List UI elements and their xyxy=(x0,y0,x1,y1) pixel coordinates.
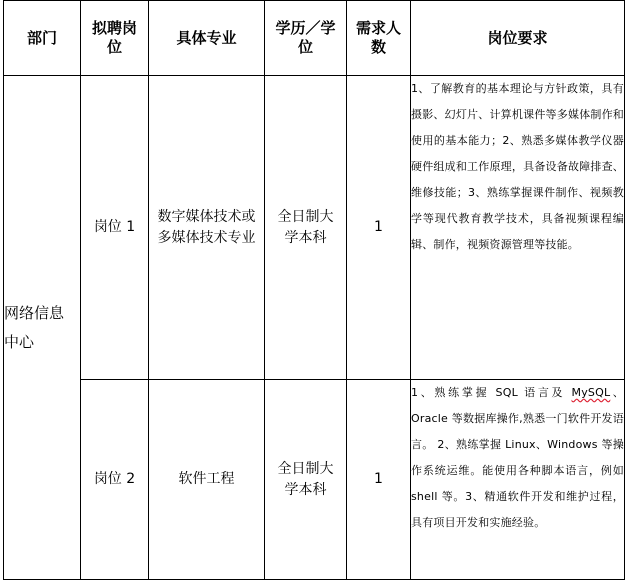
position-cell: 岗位 2 xyxy=(81,380,149,580)
table-row xyxy=(4,380,625,580)
header-dept: 部门 xyxy=(4,1,81,76)
department-cell: 网络信息中心 xyxy=(4,76,81,580)
education-cell: 全日制大学本科 xyxy=(265,380,347,580)
position-cell: 岗位 1 xyxy=(81,76,149,380)
header-count: 需求人数 xyxy=(347,1,411,76)
header-education: 学历／学位 xyxy=(265,1,347,76)
mysql-spellcheck: MySQL xyxy=(571,386,611,399)
header-requirements: 岗位要求 xyxy=(411,1,625,76)
recruitment-table xyxy=(3,0,625,580)
count-cell: 1 xyxy=(347,380,411,580)
header-position: 拟聘岗位 xyxy=(81,1,149,76)
requirements-cell: 1、了解教育的基本理论与方针政策，具有摄影、幻灯片、计算机课件等多媒体制作和使用的基本能力；2、熟悉多媒体教学仪器硬件组成和工作原理，具备设备故障排查、维修技能；3、熟练掌握课件制作、视频教学等现代教育教学技术，具备视频课程编辑、制作，视频资源管理等技能。 xyxy=(411,76,625,380)
requirements-cell xyxy=(411,380,625,580)
count-cell: 1 xyxy=(347,76,411,380)
table-row xyxy=(4,76,625,380)
requirements-text: 、Oracle 等数据库操作,熟悉一门软件开发语言。 2、熟练掌握 Linux、Windows 等操作系统运维。能使用各种脚本语言，例如 shell 等。3、精通软件开发和维护过程，具有项目开发和实施经验。 xyxy=(411,386,625,529)
education-cell: 全日制大学本科 xyxy=(265,76,347,380)
major-cell: 数字媒体技术或多媒体技术专业 xyxy=(149,76,265,380)
major-cell: 软件工程 xyxy=(149,380,265,580)
requirements-text: 1、熟练掌握 SQL 语言及 xyxy=(411,386,572,399)
header-major: 具体专业 xyxy=(149,1,265,76)
header-row xyxy=(4,1,625,76)
